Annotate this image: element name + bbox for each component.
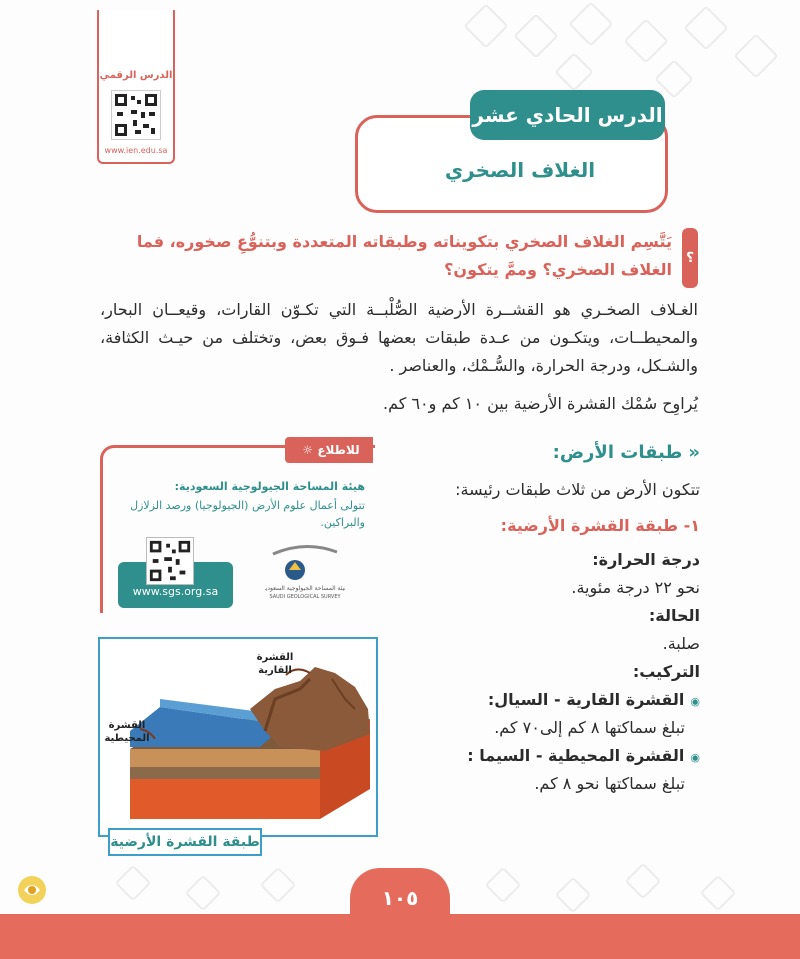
- lamp-icon: ☼: [302, 443, 314, 457]
- lesson-number-label: الدرس الحادي عشر: [470, 90, 665, 140]
- digital-lesson-label: الدرس الرقمي: [99, 70, 173, 81]
- decoration: [185, 875, 222, 912]
- decoration: [625, 863, 662, 900]
- section-title: طبقات الأرض:: [552, 442, 683, 463]
- thickness-note: يُراوِح سُمْك القشرة الأرضية بين ١٠ كم و٦٠ كم.: [383, 394, 698, 413]
- sgs-qr-code-icon[interactable]: [146, 537, 194, 585]
- decoration: [683, 5, 728, 50]
- decoration: [463, 3, 508, 48]
- decoration: [555, 877, 592, 914]
- composition-label: التركيب:: [632, 662, 700, 681]
- intro-paragraph: الغـلاف الصخـري هو القشــرة الأرضية الصُّلْبــة التي تكـوّن القارات، وقيعــان البحار، والمحيطــات، ويتكـون من عـدة طبقات بعضها فـوق بعض، وتختلف من حيـث الكثافة، والشـكل، ودرجة الحرارة، والسُّـمْك، والعناصر .: [100, 300, 698, 375]
- oceanic-crust-desc: تبلغ سماكتها نحو ٨ كم.: [534, 774, 685, 793]
- oceanic-crust-title: ◉ القشرة المحيطية - السيما :: [380, 746, 700, 765]
- info-title: هيئة المساحة الجيولوجية السعودية:: [174, 480, 365, 493]
- guiding-question: يَتَّسِم الغلاف الصخري بتكويناته وطبقاته المتعددة وبتنوُّعِ صخوره، فما الغلاف الصخري؟ وممَّ يتكون؟: [136, 232, 672, 279]
- question-mark-icon: ؟: [682, 228, 698, 288]
- earth-crust-figure: [98, 637, 378, 837]
- decoration: [513, 13, 558, 58]
- double-chevron-icon: «: [688, 442, 700, 463]
- digital-lesson-tag[interactable]: [97, 10, 175, 164]
- oceanic-crust-label: القشرة المحيطية: [104, 720, 150, 744]
- svg-text:هيئة المساحة الجيولوجية السعود: هيئة المساحة الجيولوجية السعودية: [265, 585, 345, 592]
- decoration: [623, 18, 668, 63]
- figure-caption: طبقة القشرة الأرضية: [108, 828, 262, 856]
- temperature-label: درجة الحرارة:: [592, 550, 700, 569]
- sgs-logo: [265, 540, 345, 600]
- crust-subheading: ١- طبقة القشرة الأرضية:: [500, 516, 700, 535]
- footer-logo: [10, 868, 54, 912]
- section-intro: تتكون الأرض من ثلاث طبقات رئيسة:: [455, 480, 700, 499]
- decoration: [733, 33, 778, 78]
- info-tag: [285, 437, 373, 463]
- decoration: [485, 867, 522, 904]
- page-number: ١٠٥: [350, 868, 450, 926]
- decoration: [700, 875, 737, 912]
- sgs-url[interactable]: www.sgs.org.sa: [132, 585, 219, 598]
- decoration: [554, 52, 594, 92]
- info-text: تتولى أعمال علوم الأرض (الجيولوجيا) ورصد الزلازل والبراكين.: [130, 499, 365, 529]
- qr-code-icon[interactable]: [111, 90, 161, 140]
- decoration: [568, 1, 613, 46]
- continental-crust-label: القشرة القارية: [256, 652, 294, 676]
- decoration: [115, 865, 152, 902]
- continental-crust-title: ◉ القشرة القارية - السيال:: [380, 690, 700, 709]
- state-label: الحالة:: [648, 606, 700, 625]
- info-tag-label: للاطلاع: [317, 443, 360, 457]
- decoration: [260, 867, 297, 904]
- digital-lesson-url[interactable]: www.ien.edu.sa: [104, 146, 168, 155]
- section-heading: [460, 442, 700, 463]
- state-value: صلبة.: [662, 634, 700, 653]
- continental-crust-desc: تبلغ سماكتها ٨ كم إلى٧٠ كم.: [494, 718, 685, 737]
- svg-text:SAUDI GEOLOGICAL SURVEY: SAUDI GEOLOGICAL SURVEY: [269, 594, 341, 600]
- temperature-value: نحو ٢٢ درجة مئوية.: [571, 578, 700, 597]
- lesson-title: الغلاف الصخري: [444, 158, 596, 182]
